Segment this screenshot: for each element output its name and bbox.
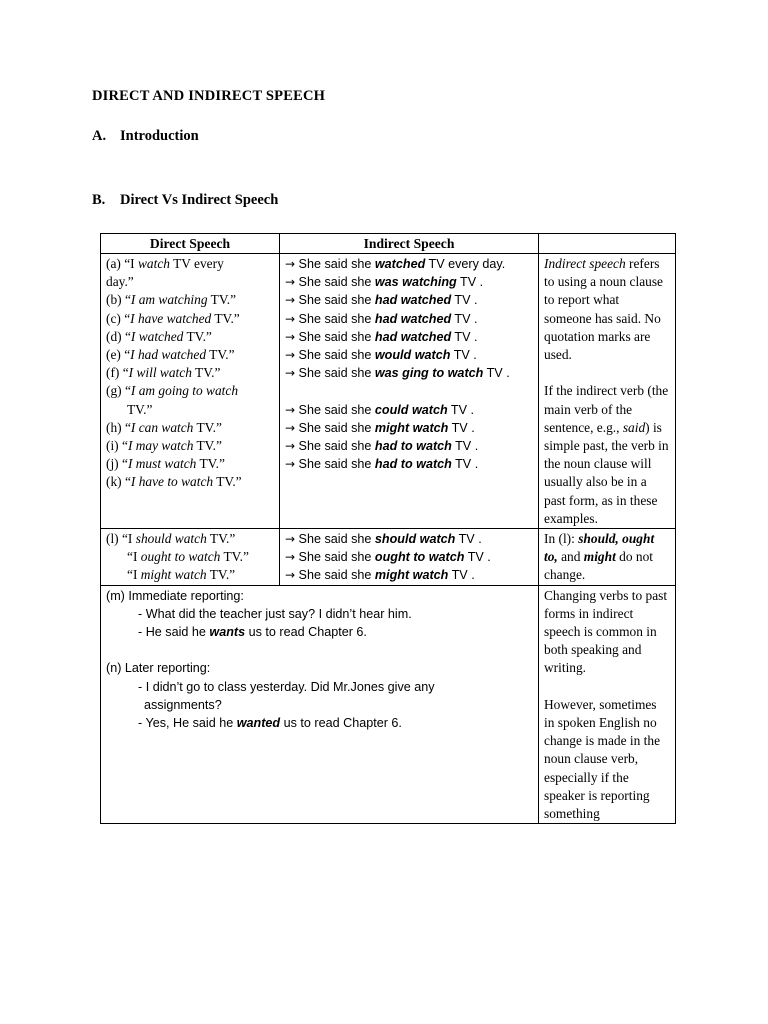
notes-cell (539, 529, 676, 586)
notes-cell (539, 585, 676, 824)
indirect-spacer (285, 382, 533, 400)
reporting-examples-cell (101, 585, 539, 824)
direct-line-g-cont: TV.” (127, 401, 153, 417)
direct-line-c: (c) “I have watched TV.” (106, 310, 240, 326)
indirect-line-a: → She said she watched TV every day. (285, 257, 506, 271)
later-reporting-label: (n) Later reporting: (106, 661, 211, 676)
section-b-number: B. (92, 192, 106, 208)
section-b-heading (92, 192, 278, 209)
direct-line-l2: “I ought to watch TV.” (127, 549, 249, 565)
section-a-heading (92, 128, 199, 145)
direct-line-h: (h) “I can watch TV.” (106, 419, 222, 435)
indirect-line-l2: → She said she ought to watch TV . (285, 550, 491, 565)
note-modals: In (l): should, ought to, and might do not change. (544, 531, 655, 583)
note-past-form: If the indirect verb (the main verb of the sentence, e.g., said) is simple past, the verb in the noun clause will usually also be in a past form, as in these examples. (544, 383, 669, 526)
later-reporting-line-2: - Yes, He said he wanted us to read Chapter 6. (138, 716, 402, 731)
note-indirect-speech-definition: Indirect speech refers to using a noun clause to report what someone has said. No quotation marks are used. (544, 256, 664, 363)
indirect-line-k: → She said she had to watch TV . (285, 457, 479, 472)
indirect-line-c: → She said she had watched TV . (285, 293, 478, 308)
direct-speech-cell (101, 254, 280, 529)
direct-line-a: (a) “I watch TV every (106, 256, 224, 271)
indirect-line-e: → She said she had watched TV . (285, 329, 478, 344)
header-direct-speech: Direct Speech (101, 234, 280, 254)
immediate-reporting-line-1: - What did the teacher just say? I didn’t hear him. (138, 606, 412, 621)
note-spoken-english: However, sometimes in spoken English no change is made in the noun clause verb, especially if the speaker is reporting something (544, 696, 661, 822)
direct-line-j: (j) “I must watch TV.” (106, 456, 225, 472)
indirect-line-j: → She said she had to watch TV . (285, 439, 479, 454)
indirect-line-d: → She said she had watched TV . (285, 311, 478, 326)
direct-line-f: (f) “I will watch TV.” (106, 365, 221, 381)
speech-table (100, 233, 676, 824)
section-b-label: Direct Vs Indirect Speech (120, 192, 279, 208)
direct-speech-cell (101, 529, 280, 586)
note-spacer (544, 364, 670, 382)
indirect-line-h: → She said she could watch TV . (285, 402, 475, 417)
direct-line-a-cont: day.” (106, 274, 134, 290)
immediate-reporting-line-2: - He said he wants us to read Chapter 6. (138, 625, 367, 640)
indirect-line-l3: → She said she might watch TV . (285, 568, 475, 583)
header-notes (539, 234, 676, 254)
notes-cell (539, 254, 676, 529)
table-row (101, 529, 676, 586)
direct-line-e: (e) “I had watched TV.” (106, 347, 235, 363)
direct-line-d: (d) “I watched TV.” (106, 328, 212, 344)
page-title: DIRECT AND INDIRECT SPEECH (92, 88, 326, 104)
reporting-spacer (106, 641, 533, 659)
table-header-row (101, 234, 676, 254)
immediate-reporting-label: (m) Immediate reporting: (106, 588, 244, 603)
indirect-speech-cell (280, 254, 539, 529)
direct-line-i: (i) “I may watch TV.” (106, 438, 222, 454)
direct-line-l1: (l) “I should watch TV.” (106, 531, 236, 547)
table-row (101, 254, 676, 529)
indirect-line-g: → She said she was ging to watch TV . (285, 366, 510, 381)
direct-line-g: (g) “I am going to watch (106, 383, 239, 399)
direct-line-k: (k) “I have to watch TV.” (106, 474, 242, 490)
section-a-number: A. (92, 128, 107, 144)
header-indirect-speech: Indirect Speech (280, 234, 539, 254)
indirect-line-l1: → She said she should watch TV . (285, 532, 482, 547)
note-changing-verbs: Changing verbs to past forms in indirect speech is common in both speaking and writing. (544, 587, 668, 676)
indirect-line-i: → She said she might watch TV . (285, 420, 475, 435)
direct-line-b: (b) “I am watching TV.” (106, 292, 237, 308)
direct-line-l3: “I might watch TV.” (127, 567, 236, 583)
later-reporting-line-1-cont: assignments? (144, 697, 222, 712)
indirect-line-b: → She said she was watching TV . (285, 275, 484, 290)
later-reporting-line-1: - I didn’t go to class yesterday. Did Mr.Jones give any (138, 679, 435, 694)
note-spacer (544, 678, 670, 696)
table-row (101, 585, 676, 824)
section-a-label: Introduction (120, 128, 199, 144)
indirect-speech-cell (280, 529, 539, 586)
indirect-line-f: → She said she would watch TV . (285, 348, 477, 363)
